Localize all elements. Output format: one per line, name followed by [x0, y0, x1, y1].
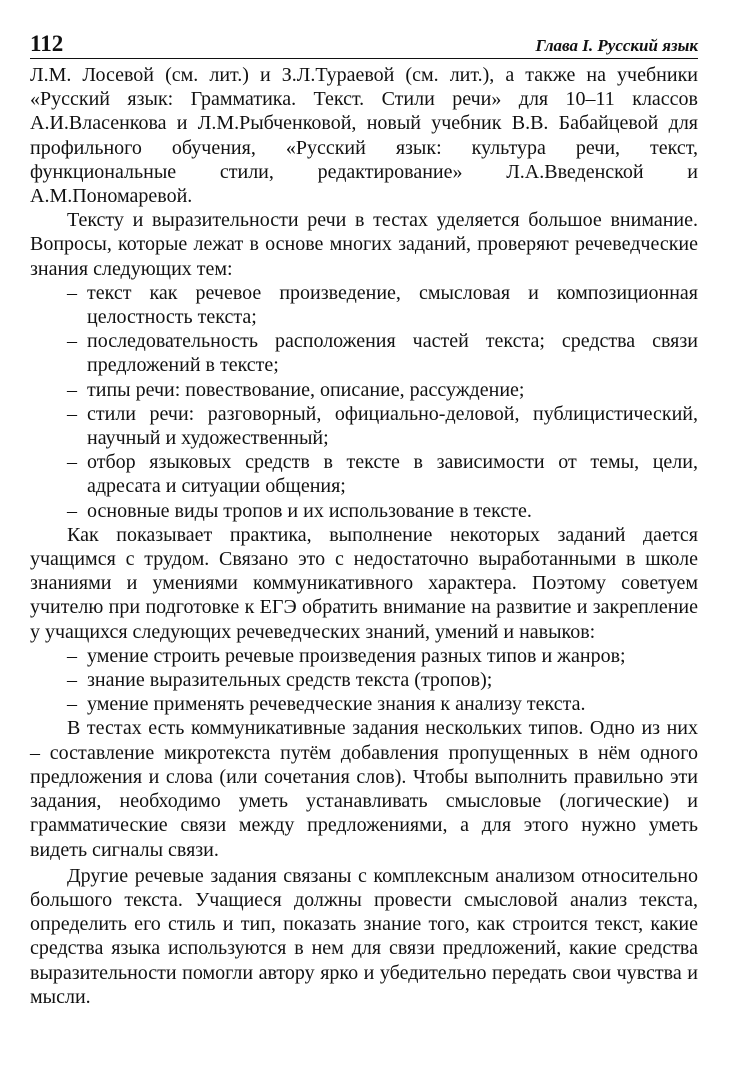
- paragraph-1: Л.М. Лосевой (см. лит.) и З.Л.Тураевой (см. лит.), а также на учебники «Русский язык: Грамматика. Текст. Стили речи» для 10–11 классов А.И.Власенкова и Л.М.Рыбченковой, новый учебник В.В. Бабайцевой для профильного обучения, «Русский язык: культура речи, текст, функциональные стили, редактирование» Л.А.Введенской и А.М.Пономаревой.: [30, 64, 698, 208]
- list-item: – текст как речевое произведение, смысловая и композиционная целостность текста;: [67, 281, 698, 329]
- paragraph-4: В тестах есть коммуникативные задания нескольких типов. Одно из них – составление микротекста путём добавления пропущенных в нём одного предложения и слова (или сочетания слов). Чтобы выполнить правильно эти задания, необходимо уметь устанавливать смысловые (логические) и грамматические связи между предложениями, а для этого нужно уметь видеть сигналы связи.: [30, 717, 698, 861]
- chapter-title: Глава I. Русский язык: [535, 36, 698, 55]
- topics-list: [30, 281, 698, 523]
- list-item: – знание выразительных средств текста (тропов);: [67, 669, 493, 692]
- list-item: – отбор языковых средств в тексте в зависимости от темы, цели, адресата и ситуации общения;: [67, 451, 698, 498]
- page-number: 112: [30, 31, 64, 56]
- list-item: – типы речи: повествование, описание, рассуждение;: [67, 378, 525, 401]
- body-text: [30, 63, 698, 1009]
- page-header: [30, 30, 698, 59]
- paragraph-2: Тексту и выразительности речи в тестах уделяется большое внимание. Вопросы, которые лежат в основе многих заданий, проверяют речеведческие знания следующих тем:: [30, 209, 698, 280]
- list-item: – умение строить речевые произведения разных типов и жанров;: [67, 644, 626, 667]
- paragraph-5: Другие речевые задания связаны с комплексным анализом относительно большого текста. Учащиеся должны провести смысловой анализ текста, определить его стиль и тип, показать знание того, как строится текст, какие средства языка используются в нем для связи предложений, какие средства выразительности помогли автору ярко и убедительно передать свои чувства и мысли.: [30, 864, 698, 1008]
- list-item: – основные виды тропов и их использование в тексте.: [67, 499, 532, 522]
- skills-list: [30, 644, 698, 717]
- list-item: – последовательность расположения частей текста; средства связи предложений в тексте;: [67, 330, 698, 377]
- list-item: – стили речи: разговорный, официально-деловой, публицистический, научный и художественный;: [67, 402, 698, 450]
- list-item: – умение применять речеведческие знания к анализу текста.: [67, 693, 586, 716]
- paragraph-3: Как показывает практика, выполнение некоторых заданий дается учащимся с трудом. Связано это с недостаточно выработанными в школе знаниями и умениями коммуникативного характера. Поэтому советуем учителю при подготовке к ЕГЭ обратить внимание на развитие и закрепление у учащихся следующих речеведческих знаний, умений и навыков:: [30, 523, 698, 643]
